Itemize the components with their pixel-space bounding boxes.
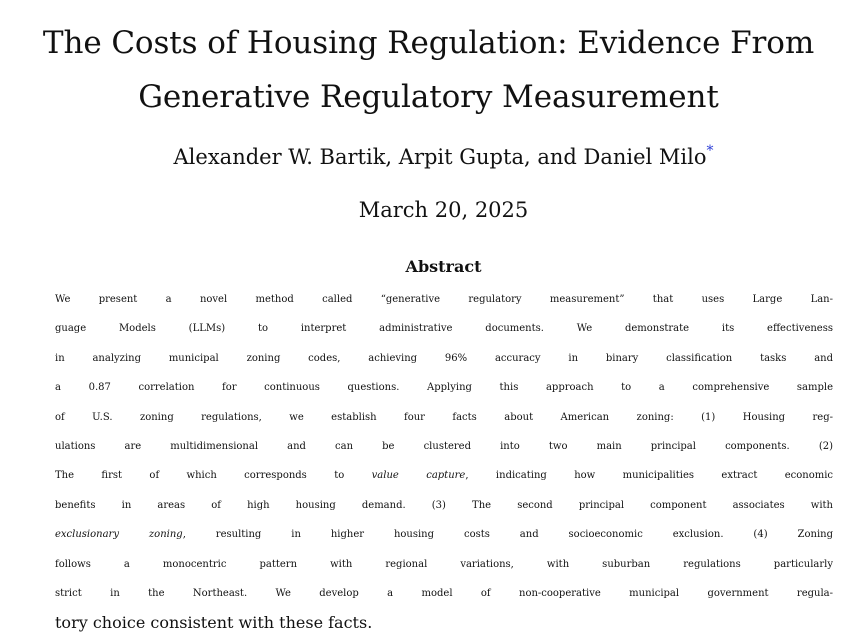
abstract-line: guage Models (LLMs) to interpret administrative documents. We demonstrate its effectiveness — [55, 323, 833, 335]
author-footnote-link[interactable]: * — [706, 143, 714, 159]
abstract-line: tory choice consistent with these facts. — [55, 613, 373, 633]
abstract-line: in analyzing municipal zoning codes, achieving 96% accuracy in binary classification tasks and — [55, 352, 833, 364]
abstract-heading: Abstract — [405, 257, 482, 276]
abstract-line: We present a novel method called “generative regulatory measurement” that uses Large Lan- — [55, 294, 833, 305]
abstract-body — [55, 285, 833, 638]
abstract-line: benefits in areas of high housing demand. (3) The second principal component associates with — [55, 499, 833, 511]
abstract-line — [55, 520, 833, 549]
abstract-line: follows a monocentric pattern with regional variations, with suburban regulations particularly — [55, 558, 833, 570]
abstract-text: , resulting in higher housing costs and socioeconomic exclusion. (4) Zoning — [182, 529, 833, 541]
abstract-emphasis-exclusionary-zoning: exclusionary zoning — [55, 529, 183, 541]
publication-date: March 20, 2025 — [358, 198, 529, 222]
abstract-text: , indicating how municipalities extract economic — [465, 470, 833, 482]
abstract-line: strict in the Northeast. We develop a model of non-cooperative municipal government regula- — [55, 587, 833, 599]
authors-text: Alexander W. Bartik, Arpit Gupta, and Daniel Milo — [173, 145, 707, 169]
paper-title — [0, 16, 857, 124]
abstract-text: The first of which corresponds to — [55, 470, 372, 482]
abstract-line: of U.S. zoning regulations, we establish four facts about American zoning: (1) Housing reg- — [55, 411, 833, 423]
author-list — [0, 145, 857, 169]
abstract-emphasis-value-capture: value capture — [371, 470, 466, 482]
abstract-line: ulations are multidimensional and can be clustered into two main principal components. (2) — [55, 440, 833, 452]
title-line-2: Generative Regulatory Measurement — [138, 79, 719, 115]
abstract-line: a 0.87 correlation for continuous questions. Applying this approach to a comprehensive sample — [55, 382, 833, 394]
abstract-line — [55, 461, 833, 490]
title-line-1: The Costs of Housing Regulation: Evidence From — [42, 25, 815, 61]
